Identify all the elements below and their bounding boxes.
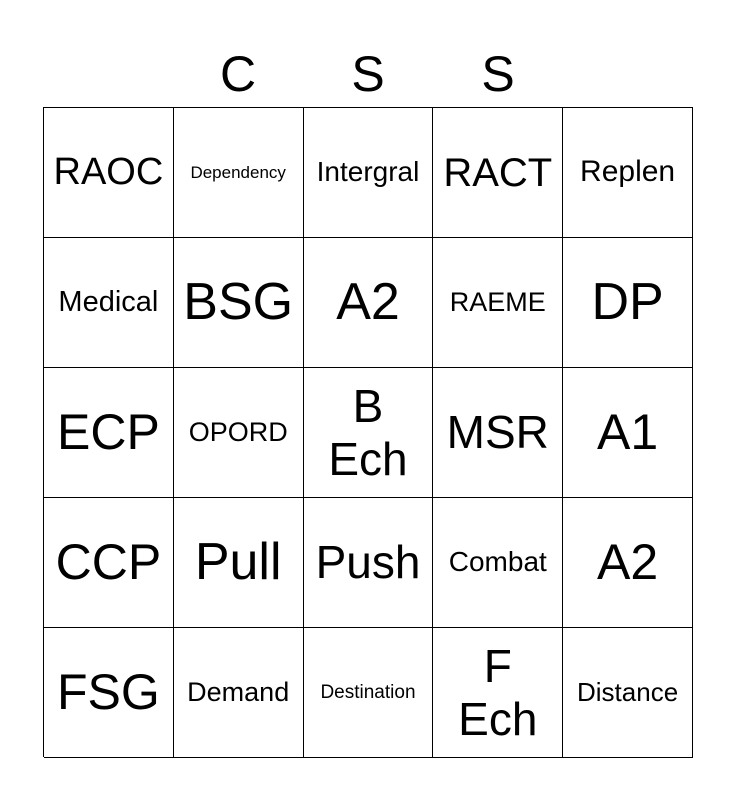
- cell-line-2: Ech: [328, 432, 408, 485]
- bingo-cell-r5c5[interactable]: Distance: [563, 628, 693, 758]
- bingo-cell-r2c1[interactable]: Medical: [44, 238, 174, 368]
- bingo-cell-r4c4[interactable]: Combat: [433, 498, 563, 628]
- bingo-cell-r3c3[interactable]: [304, 368, 434, 498]
- bingo-cell-r4c3[interactable]: Push: [304, 498, 434, 628]
- bingo-cell-r4c5[interactable]: A2: [563, 498, 693, 628]
- bingo-cell-r2c4[interactable]: RAEME: [433, 238, 563, 368]
- bingo-board: [43, 107, 693, 757]
- bingo-cell-r1c2[interactable]: Dependency: [174, 108, 304, 238]
- bingo-cell-r3c2[interactable]: OPORD: [174, 368, 304, 498]
- board-row-4: [44, 498, 693, 628]
- cell-line-1: B: [352, 379, 384, 432]
- bingo-cell-r1c3[interactable]: Intergral: [304, 108, 434, 238]
- header-letter-s2: S: [481, 46, 515, 102]
- bingo-cell-r3c5[interactable]: A1: [563, 368, 693, 498]
- board-row-3: [44, 368, 693, 498]
- bingo-cell-r5c2[interactable]: Demand: [174, 628, 304, 758]
- bingo-cell-r5c3[interactable]: Destination: [304, 628, 434, 758]
- bingo-cell-r3c4[interactable]: MSR: [433, 368, 563, 498]
- bingo-cell-r2c5[interactable]: DP: [563, 238, 693, 368]
- bingo-cell-r4c2[interactable]: Pull: [174, 498, 304, 628]
- cell-line-1: F: [483, 639, 512, 692]
- cell-line-2: Ech: [458, 692, 538, 745]
- header-letter-c: C: [219, 46, 257, 102]
- bingo-header: [43, 42, 693, 106]
- board-row-5: [44, 628, 693, 758]
- bingo-cell-r1c5[interactable]: Replen: [563, 108, 693, 238]
- bingo-cell-r2c3[interactable]: A2: [304, 238, 434, 368]
- stacked-cell-text: [328, 380, 407, 486]
- header-letter-s1: S: [351, 46, 385, 102]
- stacked-cell-text: [458, 640, 537, 746]
- board-row-2: [44, 238, 693, 368]
- bingo-cell-r2c2[interactable]: BSG: [174, 238, 304, 368]
- bingo-cell-r4c1[interactable]: CCP: [44, 498, 174, 628]
- bingo-cell-r3c1[interactable]: ECP: [44, 368, 174, 498]
- board-row-1: [44, 108, 693, 238]
- bingo-cell-r1c4[interactable]: RACT: [433, 108, 563, 238]
- bingo-cell-r1c1[interactable]: RAOC: [44, 108, 174, 238]
- bingo-cell-r5c1[interactable]: FSG: [44, 628, 174, 758]
- bingo-cell-r5c4[interactable]: [433, 628, 563, 758]
